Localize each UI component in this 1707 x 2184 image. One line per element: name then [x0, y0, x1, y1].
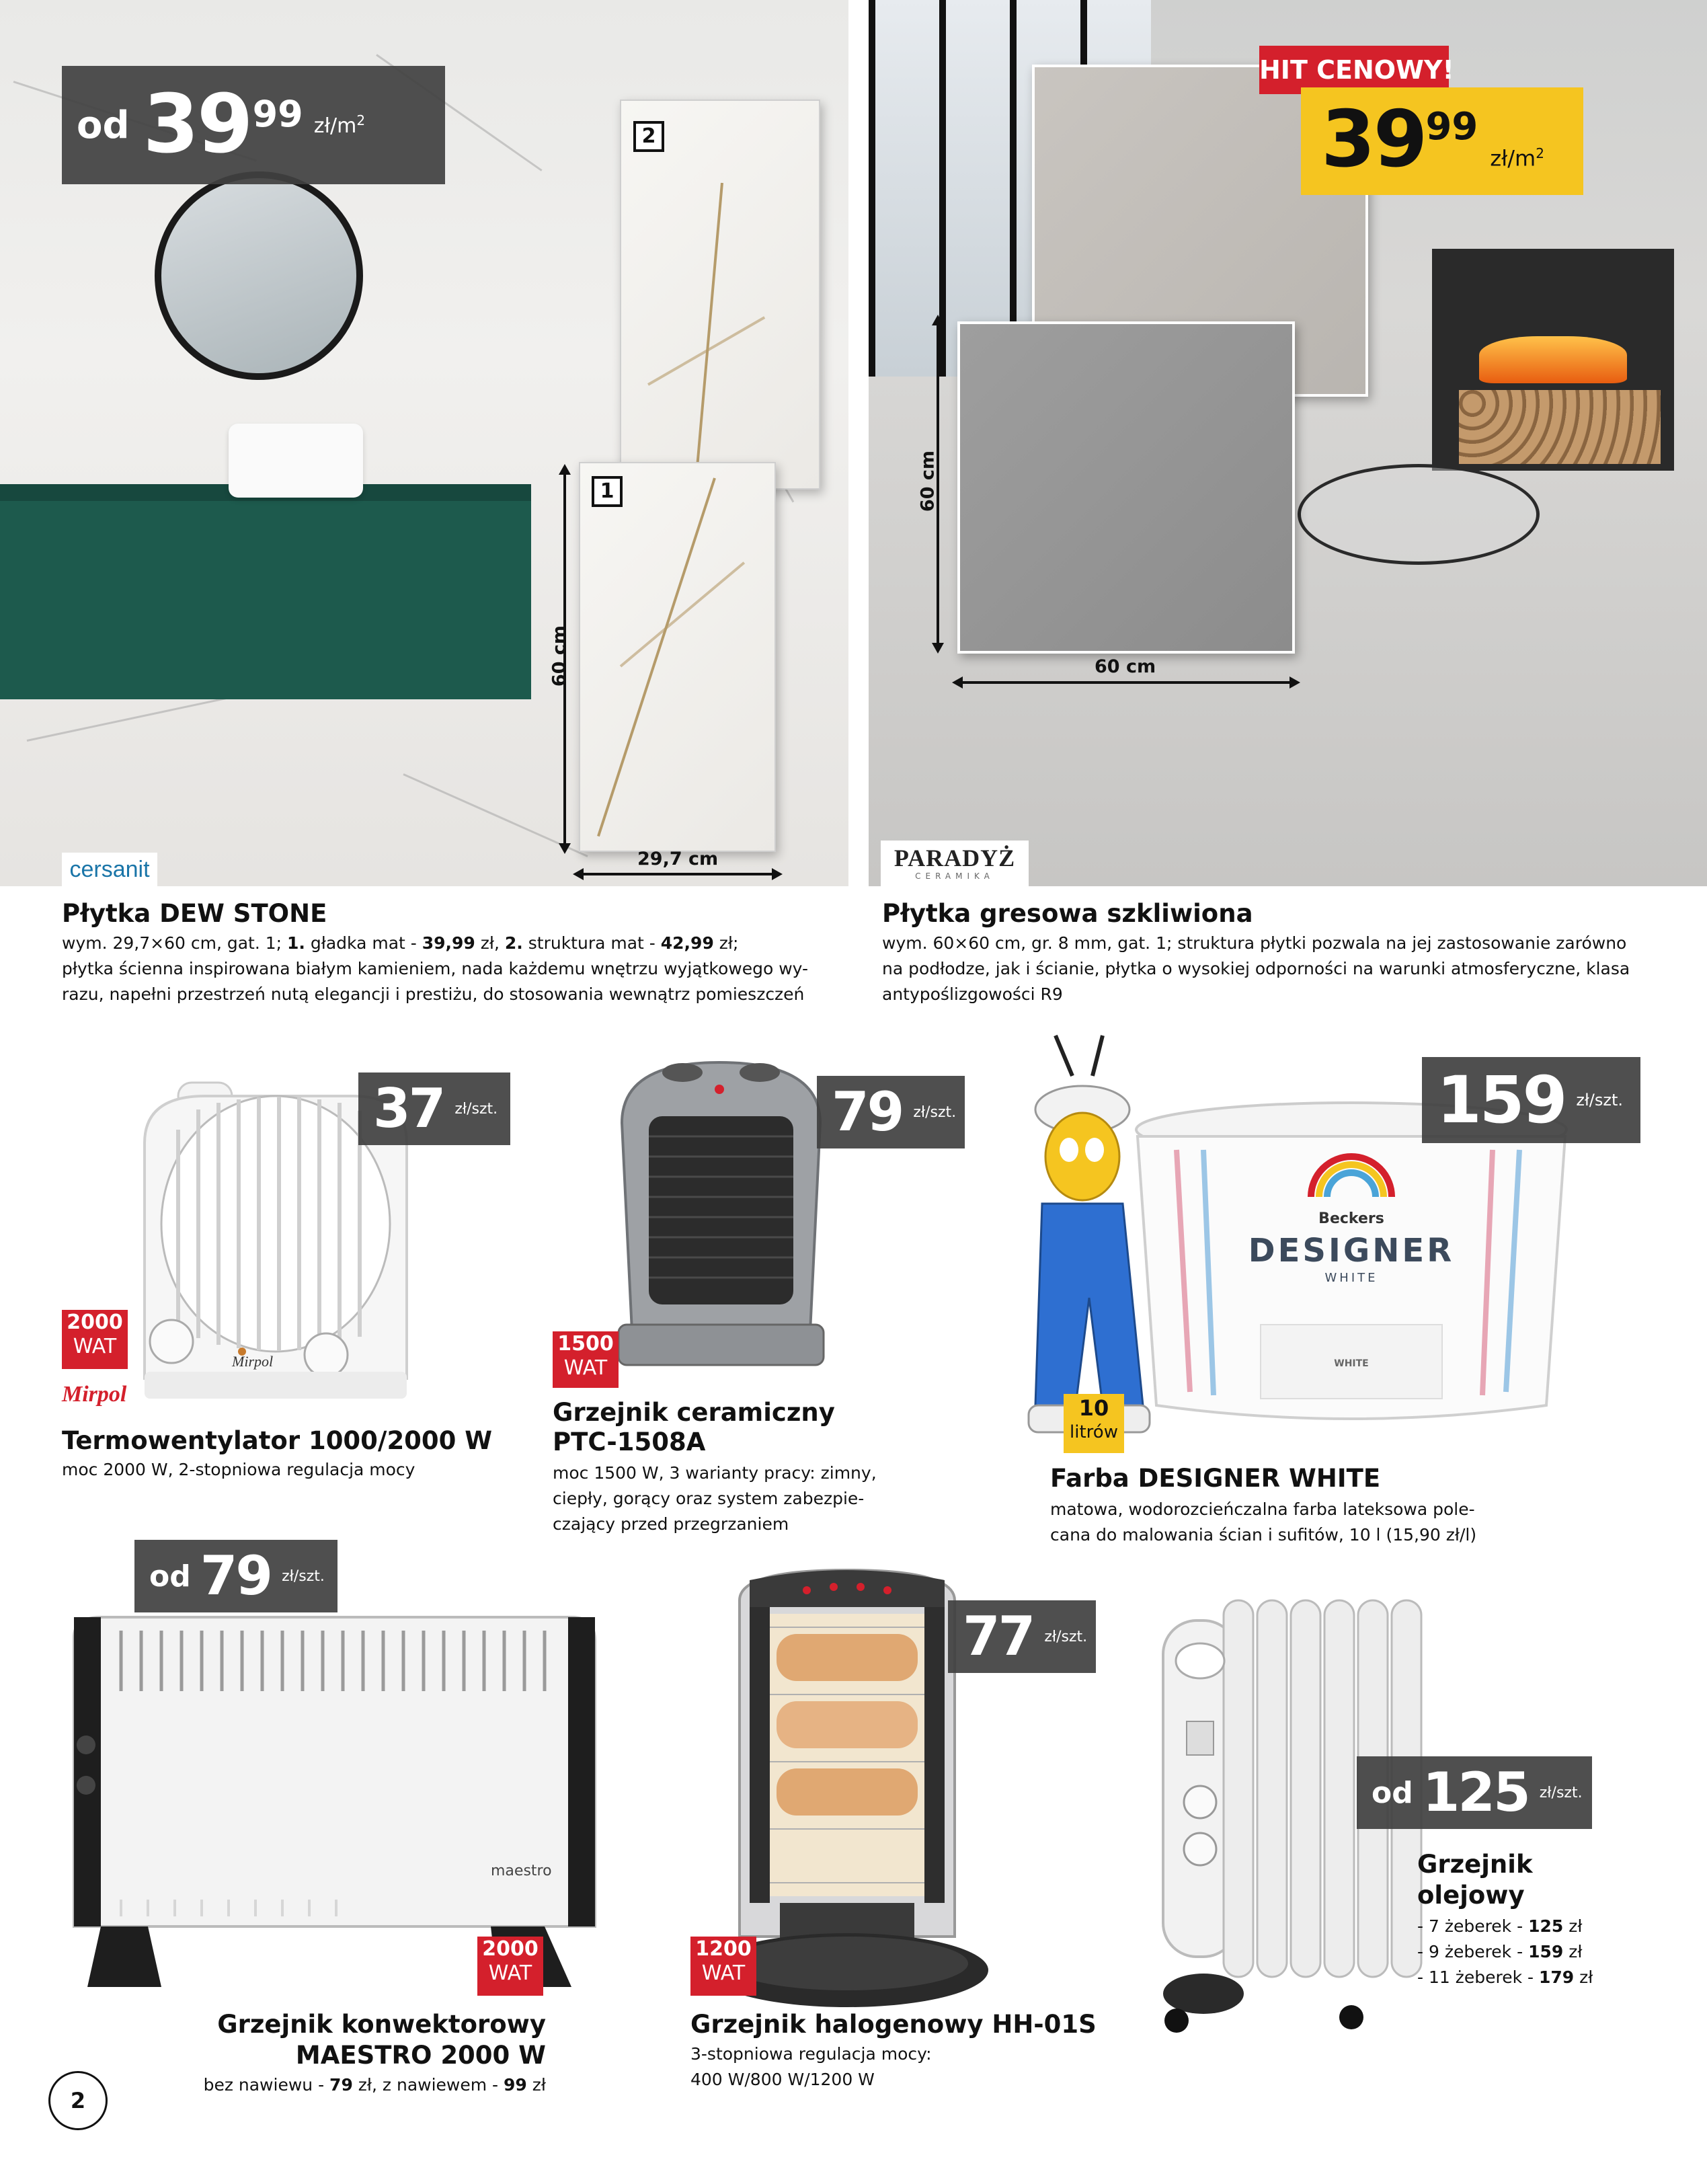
litre-value: 10 [1078, 1395, 1109, 1421]
halogenowy-desc-line1: 3-stopniowa regulacja mocy: [690, 2044, 932, 2064]
desc-bold: 99 [504, 2075, 527, 2095]
price-unit: zł/szt. [1576, 1091, 1624, 1109]
price-unit: zł/szt. [454, 1100, 498, 1118]
konwektorowy-title-line2: MAESTRO 2000 W [295, 2041, 546, 2070]
olejowy-title-line2: olejowy [1417, 1881, 1525, 1910]
desc-text: wym. 29,7×60 cm, gat. 1; [62, 933, 288, 953]
width-dimension-line [582, 873, 773, 875]
desc-text: zł, z nawiewem - [352, 2075, 504, 2095]
dew-stone-desc-line3: razu, napełni przestrzeń nutą elegancji i prestiżu, do stosowania wewnątrz pomieszczeń [62, 984, 805, 1004]
arrow-up-icon [559, 464, 571, 475]
termowentylator-title: Termowentylator 1000/2000 W [62, 1426, 493, 1455]
washbasin [229, 424, 363, 498]
dew-stone-desc-line2: płytka ścienna inspirowana białym kamieniem, nada każdemu wnętrzu wyjątkowego wy- [62, 959, 809, 978]
width-dimension-label: 60 cm [1095, 656, 1156, 677]
price-unit-sup: 2 [356, 112, 366, 128]
watt-value: 1500 [557, 1332, 614, 1356]
variant-label: - 11 żeberek - [1417, 1967, 1539, 1987]
page-number: 2 [48, 2071, 108, 2130]
arrow-right-icon [772, 868, 783, 880]
price-main: 39 [143, 78, 251, 171]
desc-text: zł [526, 2075, 546, 2095]
litre-badge [1064, 1394, 1124, 1453]
price-box-gres [1301, 87, 1583, 195]
bucket-brand: Beckers [1318, 1210, 1384, 1227]
variant-label: - 9 żeberek - [1417, 1942, 1529, 1961]
glass-coffee-table [1298, 464, 1540, 565]
desc-bold: 39,99 [422, 933, 475, 953]
desc-bold: 1. [287, 933, 305, 953]
paradyz-logo-sub: CERAMIKA [915, 871, 994, 881]
olejowy-variant [1417, 1965, 1593, 1990]
farba-desc-line1: matowa, wodorozcieńczalna farba lateksowa pole- [1050, 1499, 1475, 1519]
mirpol-logo: Mirpol [62, 1382, 127, 1407]
desc-text: zł, [475, 933, 505, 953]
gold-vein [597, 477, 716, 836]
price-unit-text: zł/m [313, 114, 357, 138]
gres-desc-line3: antypoślizgowości R9 [882, 984, 1063, 1004]
variant-unit: zł [1563, 1916, 1583, 1936]
tile-sample-1 [579, 462, 776, 852]
cersanit-logo: cersanit [62, 853, 157, 886]
gres-desc-line1: wym. 60×60 cm, gr. 8 mm, gat. 1; struktura płytki pozwala na jej zastosowanie zarówno [882, 933, 1627, 953]
convector-device-label: maestro [491, 1863, 552, 1879]
width-dimension-line [961, 681, 1291, 684]
green-vanity-cabinet [0, 501, 531, 699]
arrow-left-icon [952, 676, 963, 689]
litre-unit: litrów [1070, 1422, 1118, 1442]
desc-bold: 79 [329, 2075, 353, 2095]
price-unit [314, 112, 365, 138]
round-mirror [155, 171, 363, 380]
watt-value: 2000 [67, 1311, 123, 1334]
halogenowy-title: Grzejnik halogenowy HH-01S [690, 2010, 1097, 2039]
watt-unit: WAT [701, 1961, 746, 1985]
halogenowy-desc-line2: 400 W/800 W/1200 W [690, 2070, 875, 2089]
variant-price: 159 [1528, 1942, 1564, 1961]
konwektorowy-desc [161, 2072, 546, 2098]
price-box-dew-stone [62, 66, 445, 184]
desc-text: gładka mat - [305, 933, 422, 953]
price-prefix: od [149, 1559, 191, 1594]
price-box-konwektorowy [134, 1540, 338, 1612]
bucket-label: WHITE [1334, 1358, 1369, 1369]
height-dimension-label: 60 cm [917, 450, 939, 512]
arrow-right-icon [1289, 676, 1300, 689]
arrow-left-icon [573, 868, 584, 880]
ceramic-heater-image [602, 1042, 840, 1392]
price-cents: 99 [1425, 105, 1478, 149]
fire [1479, 336, 1627, 383]
gray-tile-dark [957, 321, 1295, 654]
ceramiczny-title-line1: Grzejnik ceramiczny [553, 1398, 835, 1427]
watt-unit: WAT [73, 1335, 117, 1358]
price-unit: zł/szt. [1044, 1628, 1088, 1645]
width-dimension-label: 29,7 cm [637, 849, 719, 869]
gres-title: Płytka gresowa szkliwiona [882, 899, 1253, 928]
ceramiczny-desc-line1: moc 1500 W, 3 warianty pracy: zimny, [553, 1463, 877, 1483]
price-prefix: od [1372, 1775, 1413, 1810]
watt-badge-konwektorowy [477, 1937, 543, 1996]
arrow-up-icon [932, 315, 944, 325]
price-main: 39 [1321, 94, 1426, 185]
watt-badge-halogenowy [690, 1937, 756, 1996]
price-cents: 99 [252, 93, 303, 135]
paradyz-logo-name: PARADYŻ [894, 845, 1016, 871]
bucket-sub: WHITE [1324, 1271, 1378, 1285]
arrow-down-icon [932, 643, 944, 654]
watt-value: 1200 [695, 1937, 752, 1961]
price-box-olejowy [1357, 1756, 1592, 1829]
farba-desc-line2: cana do malowania ścian i sufitów, 10 l (15,90 zł/l) [1050, 1525, 1477, 1545]
price-box-halogenowy [948, 1600, 1096, 1673]
price-unit [1490, 145, 1544, 171]
arrow-down-icon [559, 843, 571, 854]
desc-bold: 42,99 [660, 933, 714, 953]
fan-heater-device-label: Mirpol [232, 1353, 274, 1370]
watt-badge-termowentylator [62, 1310, 128, 1369]
bucket-name: DESIGNER [1248, 1232, 1455, 1270]
variant-price: 179 [1538, 1967, 1575, 1987]
watt-badge-ceramiczny [553, 1331, 619, 1388]
variant-unit: zł [1574, 1967, 1593, 1987]
watt-unit: WAT [488, 1961, 532, 1985]
termowentylator-desc: moc 2000 W, 2-stopniowa regulacja mocy [62, 1460, 415, 1479]
desc-text: bez nawiewu - [203, 2075, 330, 2095]
desc-text: struktura mat - [522, 933, 661, 953]
price-main: 79 [200, 1545, 272, 1607]
desc-text: zł; [713, 933, 739, 953]
price-unit-sup: 2 [1536, 145, 1544, 162]
watt-value: 2000 [482, 1937, 539, 1961]
olejowy-title-line1: Grzejnik [1417, 1850, 1533, 1879]
ceramiczny-desc-line3: czający przed przegrzaniem [553, 1514, 789, 1534]
price-main: 125 [1422, 1761, 1529, 1824]
olejowy-variant [1417, 1939, 1582, 1965]
watt-unit: WAT [563, 1356, 608, 1380]
tile-number-1: 1 [592, 476, 623, 507]
price-main: 159 [1437, 1062, 1566, 1138]
price-unit: zł/szt. [1539, 1784, 1583, 1801]
price-prefix: od [77, 103, 130, 147]
farba-title: Farba DESIGNER WHITE [1050, 1464, 1381, 1493]
price-box-farba [1422, 1057, 1640, 1143]
gres-desc-line2: na podłodze, jak i ścianie, płytka o wysokiej odporności na warunki atmosferyczne, klasa [882, 959, 1630, 978]
price-unit: zł/szt. [913, 1103, 957, 1121]
gold-vein [696, 183, 723, 465]
price-main: 79 [832, 1081, 903, 1143]
tile-number-2: 2 [633, 121, 664, 152]
variant-price: 125 [1528, 1916, 1564, 1936]
paradyz-logo [881, 841, 1029, 886]
firewood-logs [1459, 390, 1661, 464]
price-unit-text: zł/m [1490, 146, 1536, 171]
desc-bold: 2. [504, 933, 523, 953]
price-main: 37 [373, 1077, 444, 1140]
tile-sample-2 [620, 100, 820, 490]
variant-unit: zł [1563, 1942, 1583, 1961]
ceramiczny-title-line2: PTC-1508A [553, 1428, 706, 1456]
price-main: 77 [963, 1605, 1034, 1668]
variant-label: - 7 żeberek - [1417, 1916, 1529, 1936]
price-box-ceramiczny [817, 1076, 965, 1148]
ceramiczny-desc-line2: ciepły, gorący oraz system zabezpie- [553, 1489, 865, 1508]
olejowy-variant [1417, 1914, 1582, 1939]
height-dimension-label: 60 cm [549, 625, 570, 687]
konwektorowy-title-line1: Grzejnik konwektorowy [217, 2010, 546, 2039]
price-box-termowentylator [358, 1072, 510, 1145]
hit-cenowy-banner: HIT CENOWY! [1259, 46, 1449, 94]
price-unit: zł/szt. [282, 1567, 325, 1585]
dew-stone-desc-line1 [62, 931, 738, 956]
dew-stone-title: Płytka DEW STONE [62, 899, 327, 928]
